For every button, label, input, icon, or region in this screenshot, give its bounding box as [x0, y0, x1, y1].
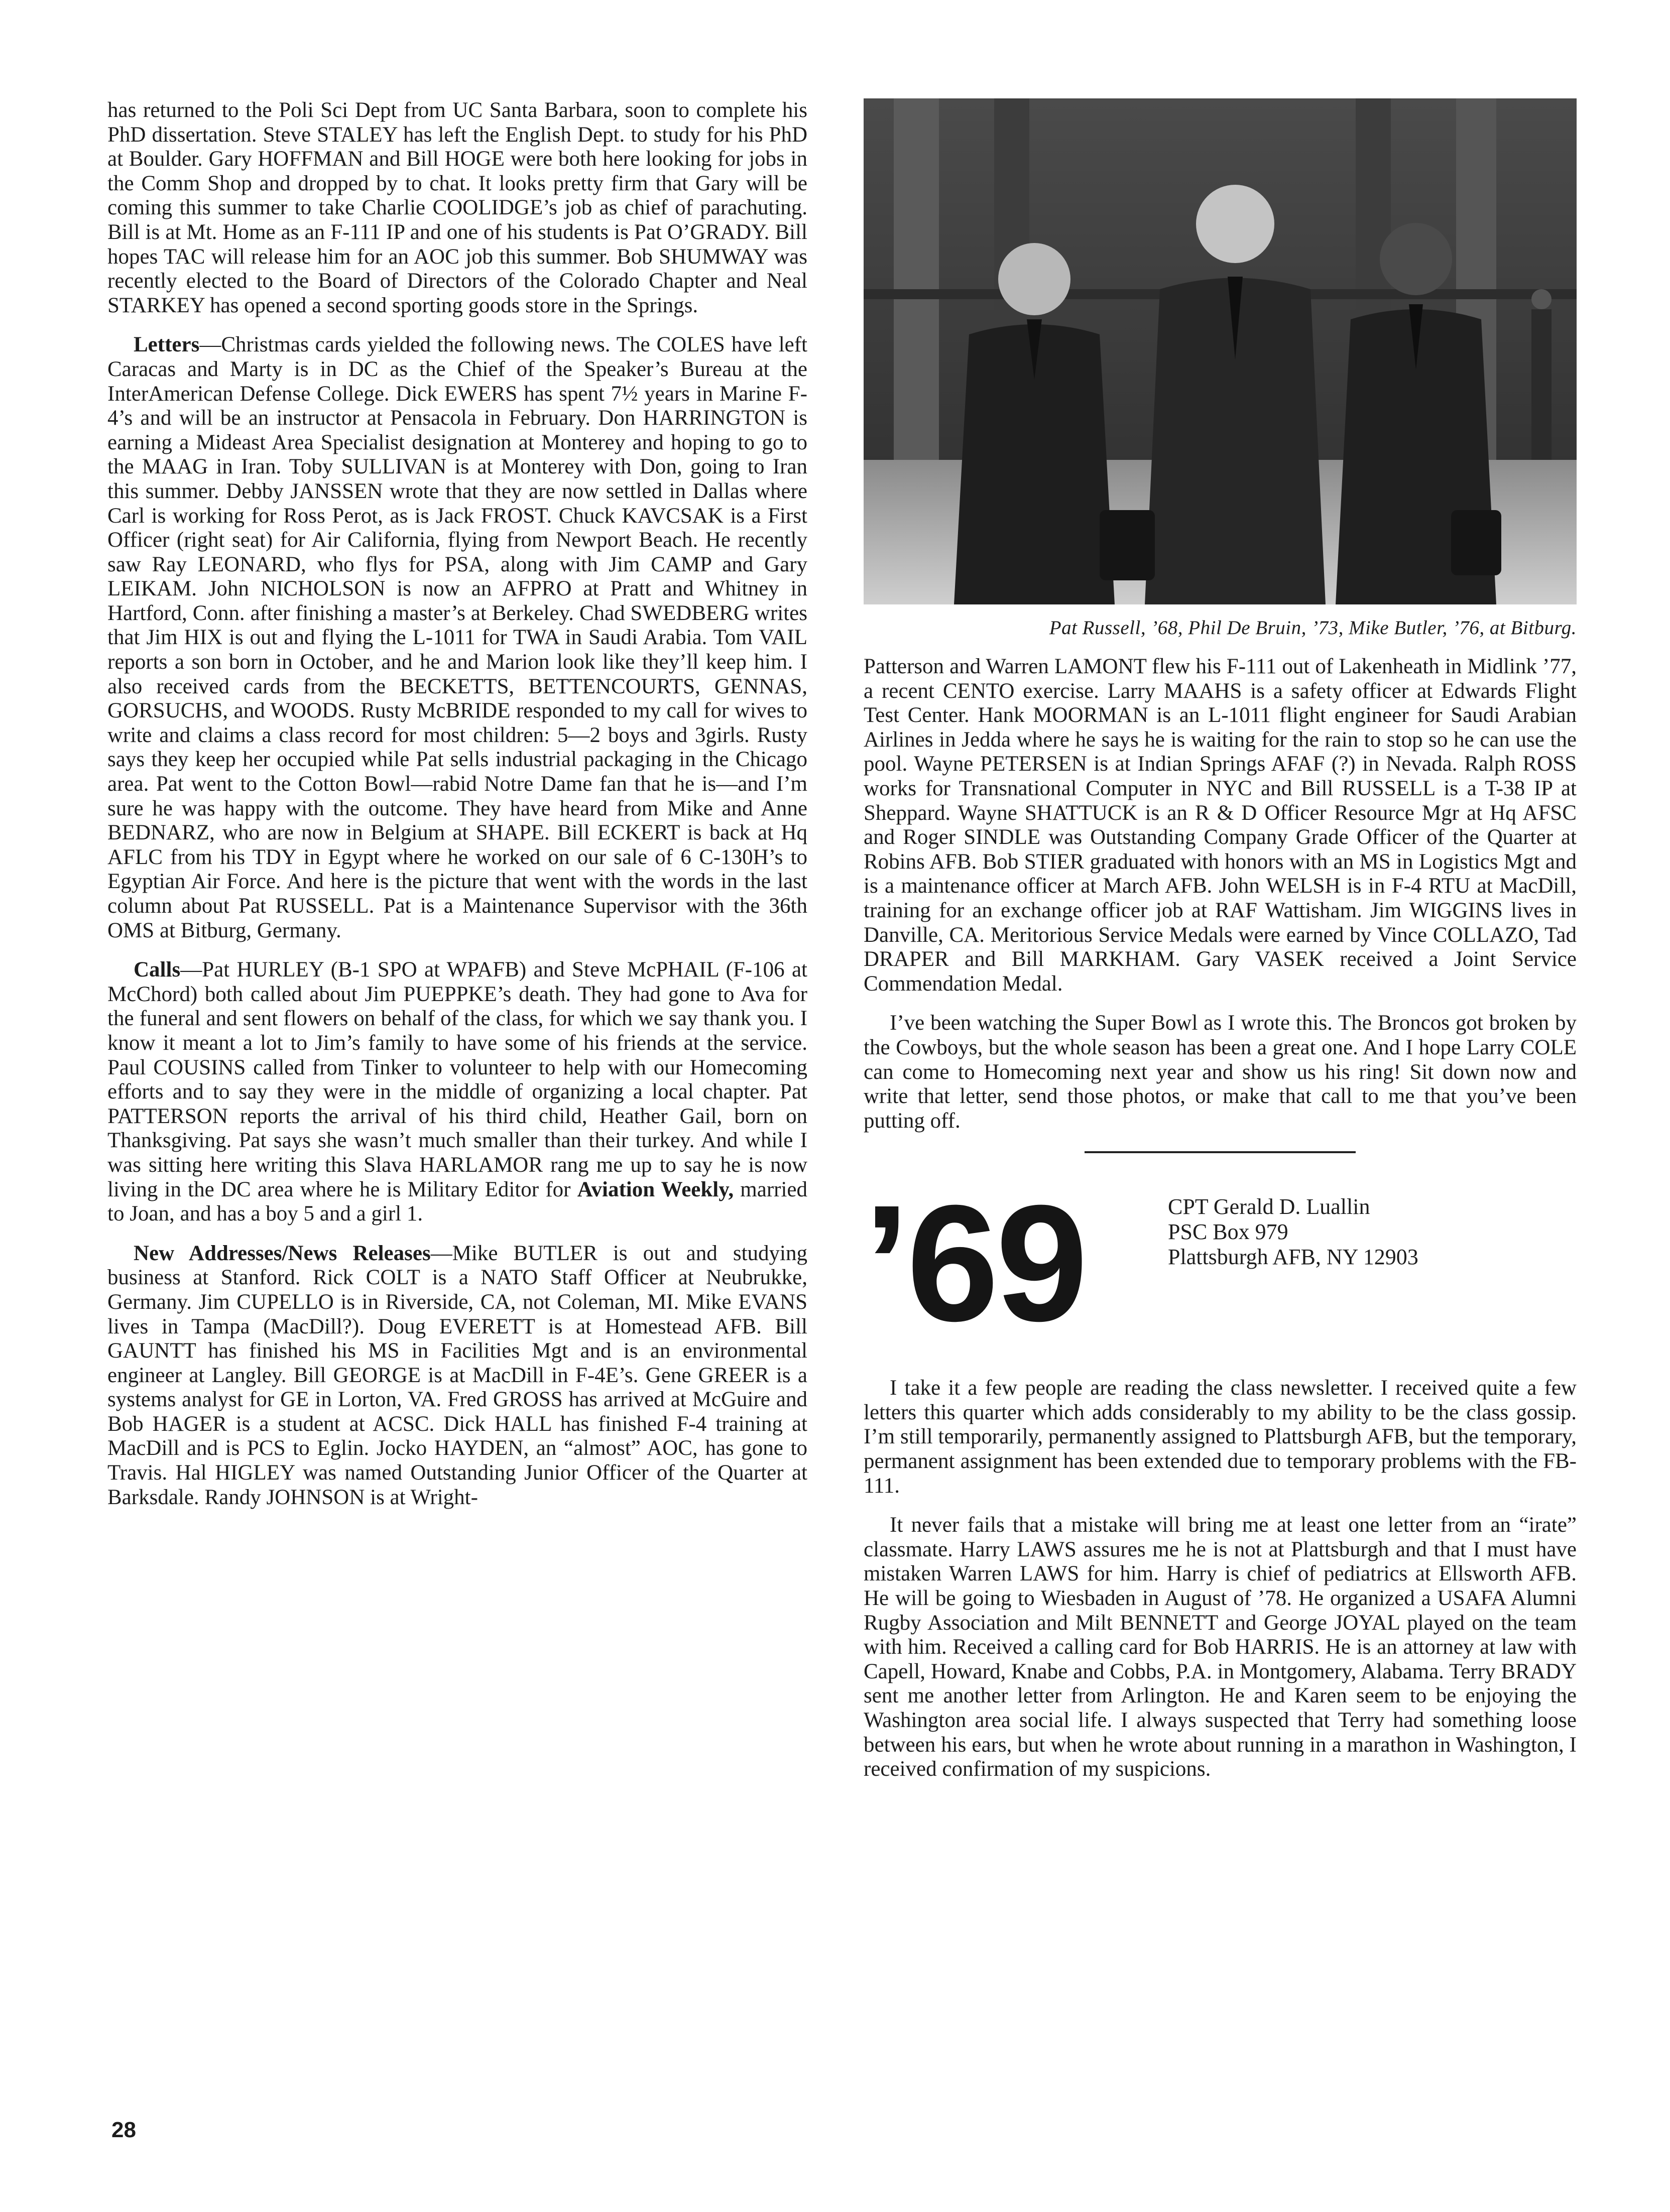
calls-paragraph [107, 958, 807, 1226]
article-paragraph: has returned to the Poli Sci Dept from UC Santa Barbara, soon to complete his PhD dissertation. Steve STALEY has left the English Dept. to study for his PhD at Boulder. Gary HOFFMAN and Bill HOGE were both here looking for jobs in the Comm Shop and dropped by to chat. It looks pretty firm that Gary will be coming this summer to take Charlie COOLIDGE’s job as chief of parachuting. Bill is at Mt. Home as an F-111 IP and one of his students is Pat O’GRADY. Bill hopes TAC will release him for an AOC job this summer. Bob SHUMWAY was recently elected to the Board of Directors of the Colorado Chapter and Neal STARKEY has opened a second sporting goods store in the Springs. [107, 98, 807, 317]
letters-text: —Christmas cards yielded the following news. The COLES have left Caracas and Marty is in DC as the Chief of the Speaker’s Bureau at the InterAmerican Defense College. Dick EWERS has spent 7½ years in Marine F-4’s and will be an instructor at Pensacola in February. Don HARRINGTON is earning a Mideast Area Specialist designation at Monterey and hoping to go to the MAAG in Iran. Toby SULLIVAN is at Monterey with Don, going to Iran this summer. Debby JANSSEN wrote that they are now settled in Dallas where Carl is working for Ross Perot, as is Jack FROST. Chuck KAVCSAK is a First Officer (right seat) for Air California, flying from Newport Beach. He recently saw Ray LEONARD, who flys for PSA, along with Jim CAMP and Gary LEIKAM. John NICHOLSON is now an AFPRO at Pratt and Whitney in Hartford, Conn. after finishing a master’s at Berkeley. Chad SWEDBERG writes that Jim HIX is out and flying the L-1011 for TWA in Saudi Arabia. Tom VAIL reports a son born in October, and he and Marion look like they’ll keep him. I also received cards from the BECKETTS, BETTENCOURTS, GENNAS, GORSUCHS, and WOODS. Rusty McBRIDE responded to my call for wives to write and claims a class record for most children: 5—2 boys and 3girls. Rusty says they keep her occupied while Pat sells industrial packaging in the Chicago area. Pat went to the Cotton Bowl—rabid Notre Dame fan that he is—and I’m sure he was happy with the outcome. They have heard from Mike and Anne BEDNARZ, who are now in Belgium at SHAPE. Bill ECKERT is back at Hq AFLC from his TDY in Egypt where he worked on our sale of 6 C-130H’s to Egyptian Air Force. And here is the picture that went with the words in the last column about Pat RUSSELL. Pat is a Maintenance Supervisor with the 36th OMS at Bitburg, Germany. [107, 333, 807, 942]
letters-paragraph [107, 333, 807, 943]
section-divider [1085, 1151, 1356, 1153]
section-lead-new-addresses: New Addresses/News Releases [134, 1241, 431, 1265]
publication-name: Aviation Weekly, [577, 1177, 734, 1201]
calls-text-a: —Pat HURLEY (B-1 SPO at WPAFB) and Steve McPHAIL (F-106 at McChord) both called about Jim PUEPPKE’s death. They had gone to Ava for the funeral and sent flowers on behalf of the class, for which we say thank you. I know it meant a lot to Jim’s family to have some of his friends at the service. Paul COUSINS called from Tinker to volunteer to help with our Homecoming efforts and to say they were in the middle of organizing a local chapter. Pat PATTERSON reports the arrival of his third child, Heather Gail, born on Thanksgiving. Pat says she wasn’t much smaller than their turkey. And while I was sitting here writing this Slava HARLAMOR rang me up to say he is now living in the DC area where he is Military Editor for [107, 958, 807, 1201]
new-addresses-text: —Mike BUTLER is out and studying business at Stanford. Rick COLT is a NATO Staff Officer at Neubrukke, Germany. Jim CUPELLO is in Riverside, CA, not Coleman, MI. Mike EVANS lives in Tampa (MacDill?). Doug EVERETT is at Homestead AFB. Bill GAUNTT has finished his MS in Facilities Mgt and is an environmental engineer at Langley. Bill GEORGE is at MacDill in F-4E’s. Gene GREER is a systems analyst for GE in Lorton, VA. Fred GROSS has arrived at McGuire and Bob HAGER is a student at ACSC. Dick HALL has finished F-4 training at MacDill and is PCS to Eglin. Jocko HAYDEN, an “almost” AOC, has gone to Travis. Hal HIGLEY was named Outstanding Junior Officer of the Quarter at Barksdale. Randy JOHNSON is at Wright- [107, 1241, 807, 1509]
page-number: 28 [111, 2118, 136, 2142]
article-paragraph: Patterson and Warren LAMONT flew his F-111 out of Lakenheath in Midlink ’77, a recent CENTO exercise. Larry MAAHS is a safety officer at Edwards Flight Test Center. Hank MOORMAN is an L-1011 flight engineer for Saudi Arabian Airlines in Jedda where he says he is waiting for the rain to stop so he can use the pool. Wayne PETERSEN is at Indian Springs AFAF (?) in Nevada. Ralph ROSS works for Transnational Computer in NYC and Bill RUSSELL is a T-38 IP at Sheppard. Wayne SHATTUCK is an R & D Officer Resource Mgr at Hq AFSC and Roger SINDLE was Outstanding Company Grade Officer of the Quarter at Robins AFB. Bob STIER graduated with honors with an MS in Logistics Mgt and is a maintenance officer at March AFB. John WELSH is in F-4 RTU at MacDill, training for an exchange officer job at RAF Wattisham. Jim WIGGINS lives in Danville, CA. Meritorious Service Medals were earned by Vince COLLAZO, Tad DRAPER and Bill MARKHAM. Gary VASEK received a Joint Service Commendation Medal. [864, 655, 1577, 996]
section-lead-letters: Letters [134, 333, 200, 357]
address-box: PSC Box 979 [1168, 1219, 1288, 1245]
right-column [864, 98, 1577, 1797]
class-year: ’69 [864, 1170, 1085, 1356]
photo-caption: Pat Russell, ’68, Phil De Bruin, ’73, Mike Butler, ’76, at Bitburg. [1049, 617, 1577, 639]
address-name: CPT Gerald D. Luallin [1168, 1194, 1370, 1219]
section-lead-calls: Calls [134, 958, 181, 982]
group-photo [864, 98, 1577, 604]
article-paragraph: It never fails that a mistake will bring me at least one letter from an “irate” classmate. Harry LAWS assures me he is not at Plattsburgh and that I must have mistaken Warren LAWS for him. Harry is chief of pediatrics at Ellsworth AFB. He will be going to Wiesbaden in August of ’78. He organized a USAFA Alumni Rugby Association and Milt BENNETT and George JOYAL played on the team with him. Received a calling card for Bob HARRIS. He is an attorney at law with Capell, Howard, Knabe and Cobbs, P.A. in Montgomery, Alabama. Terry BRADY sent me another letter from Arlington. He and Karen seem to be enjoying the Washington area social life. I always suspected that Terry had something loose between his ears, but when he wrote about running in a marathon in Washington, I received confirmation of my suspicions. [864, 1513, 1577, 1781]
class-header [864, 1170, 1577, 1366]
left-column [107, 98, 807, 1525]
calls-text-b: married to Joan, and has a boy 5 and a girl 1. [107, 1177, 808, 1226]
address-city: Plattsburgh AFB, NY 12903 [1168, 1245, 1418, 1270]
photo-illustration [864, 98, 1577, 604]
new-addresses-paragraph [107, 1242, 807, 1510]
article-paragraph: I take it a few people are reading the class newsletter. I received quite a few letters this quarter which adds considerably to my ability to be the class gossip. I’m still temporarily, permanently assigned to Plattsburgh AFB, but the temporary, permanent assignment has been extended due to temporary problems with the FB-111. [864, 1376, 1577, 1498]
article-paragraph: I’ve been watching the Super Bowl as I wrote this. The Broncos got broken by the Cowboys, but the whole season has been a great one. And I hope Larry COLE can come to Homecoming next year and show us his ring! Sit down now and write that letter, send those photos, or make that call to me that you’ve been putting off. [864, 1011, 1577, 1133]
class-secretary-address [1168, 1194, 1418, 1270]
